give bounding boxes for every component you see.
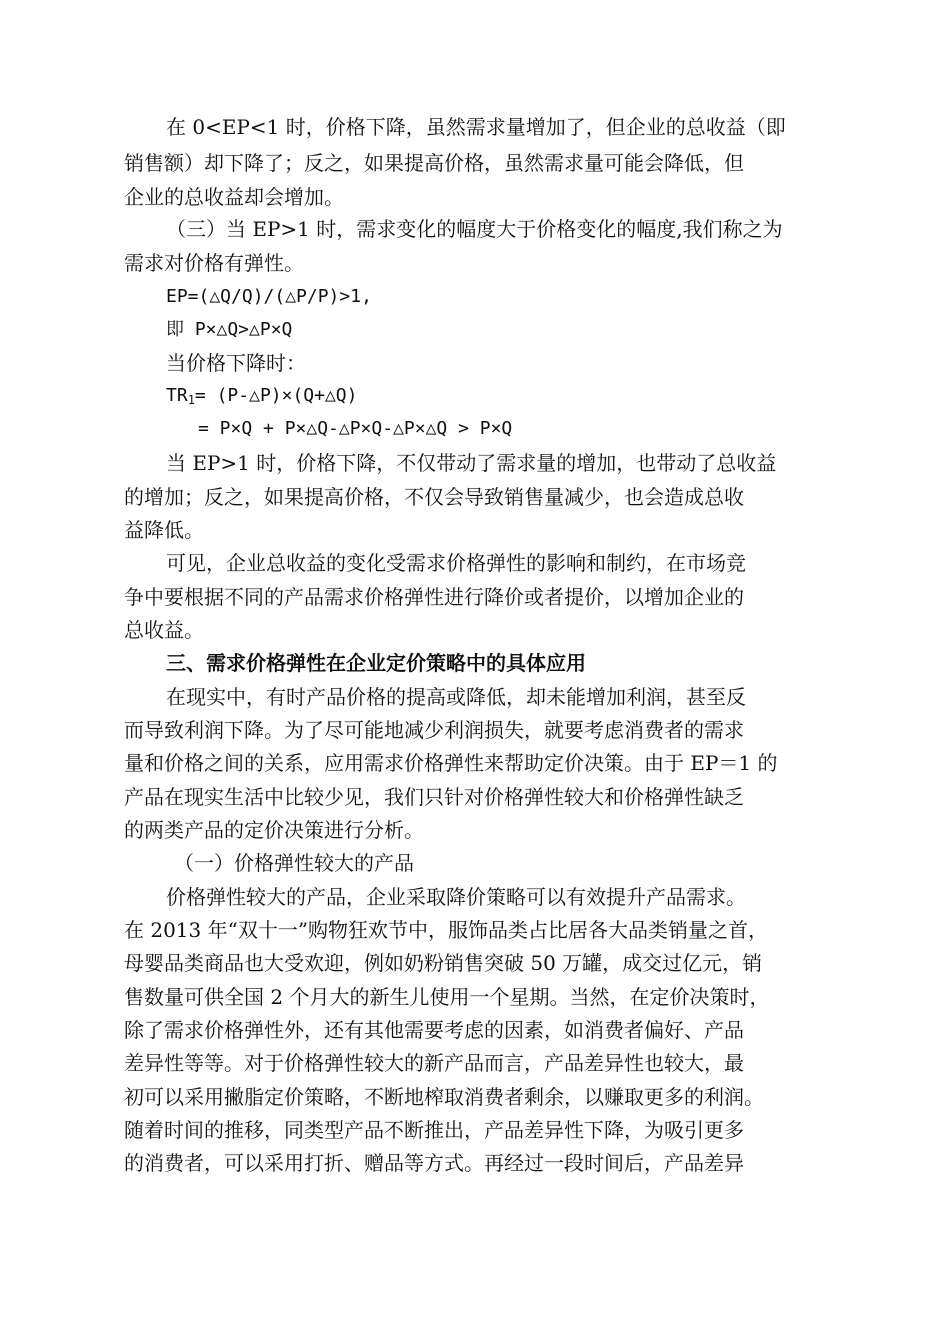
- paragraph-line: 母婴品类商品也大受欢迎，例如奶粉销售突破 50 万罐，成交过亿元，销: [124, 951, 763, 975]
- paragraph-line: 争中要根据不同的产品需求价格弹性进行降价或者提价，以增加企业的: [124, 585, 744, 609]
- paragraph-line: 益降低。: [124, 518, 204, 542]
- formula-rhs: = (P-△P)×(Q+△Q): [194, 385, 358, 406]
- formula-line: = P×Q + P×△Q-△P×Q-△P×△Q > P×Q: [198, 418, 513, 439]
- paragraph-line: 而导致利润下降。为了尽可能地减少利润损失，就要考虑消费者的需求: [124, 718, 744, 742]
- subsection-heading: （一）价格弹性较大的产品: [174, 851, 414, 875]
- paragraph-line: 价格弹性较大的产品，企业采取降价策略可以有效提升产品需求。: [166, 885, 746, 909]
- formula-line: EP=(△Q/Q)/(△P/P)>1,: [166, 286, 372, 307]
- paragraph-line: 差异性等等。对于价格弹性较大的新产品而言，产品差异性也较大，最: [124, 1051, 744, 1075]
- paragraph-line: 随着时间的推移，同类型产品不断推出，产品差异性下降，为吸引更多: [124, 1118, 744, 1142]
- paragraph-line: 产品在现实生活中比较少见，我们只针对价格弹性较大和价格弹性缺乏: [124, 785, 744, 809]
- paragraph-line: （三）当 EP>1 时，需求变化的幅度大于价格变化的幅度,我们称之为: [166, 217, 783, 241]
- section-heading: 三、需求价格弹性在企业定价策略中的具体应用: [166, 651, 586, 675]
- paragraph-line: 当 EP>1 时，价格下降，不仅带动了需求量的增加，也带动了总收益: [166, 451, 777, 475]
- paragraph-line: 销售额）却下降了；反之，如果提高价格，虽然需求量可能会降低，但: [124, 151, 744, 175]
- formula-tr: TR: [166, 385, 188, 406]
- paragraph-line: 的增加；反之，如果提高价格，不仅会导致销售量减少，也会造成总收: [124, 485, 744, 509]
- paragraph-line: 当价格下降时：: [166, 351, 306, 375]
- formula-subscript: 1: [187, 393, 195, 407]
- formula-line: [166, 379, 357, 413]
- paragraph-line: 的消费者，可以采用打折、赠品等方式。再经过一段时间后，产品差异: [124, 1151, 744, 1175]
- paragraph-line: 在现实中，有时产品价格的提高或降低，却未能增加利润，甚至反: [166, 685, 746, 709]
- paragraph-line: 需求对价格有弹性。: [124, 251, 304, 275]
- paragraph-line: 企业的总收益却会增加。: [124, 185, 344, 209]
- paragraph-line: 在 2013 年“双十一”购物狂欢节中，服饰品类占比居各大品类销量之首，: [124, 918, 769, 942]
- paragraph-line: 除了需求价格弹性外，还有其他需要考虑的因素，如消费者偏好、产品: [124, 1018, 744, 1042]
- paragraph-line: 在 0<EP<1 时，价格下降，虽然需求量增加了，但企业的总收益（即: [166, 115, 786, 139]
- paragraph-line: 初可以采用撇脂定价策略，不断地榨取消费者剩余，以赚取更多的利润。: [124, 1085, 764, 1109]
- paragraph-line: 的两类产品的定价决策进行分析。: [124, 818, 424, 842]
- paragraph-line: 售数量可供全国 2 个月大的新生儿使用一个星期。当然，在定价决策时，: [124, 985, 770, 1009]
- paragraph-line: 量和价格之间的关系，应用需求价格弹性来帮助定价决策。由于 EP＝1 的: [124, 751, 778, 775]
- formula-line: 即 P×△Q>△P×Q: [166, 319, 293, 340]
- paragraph-line: 总收益。: [124, 618, 204, 642]
- paragraph-line: 可见，企业总收益的变化受需求价格弹性的影响和制约，在市场竞: [166, 551, 746, 575]
